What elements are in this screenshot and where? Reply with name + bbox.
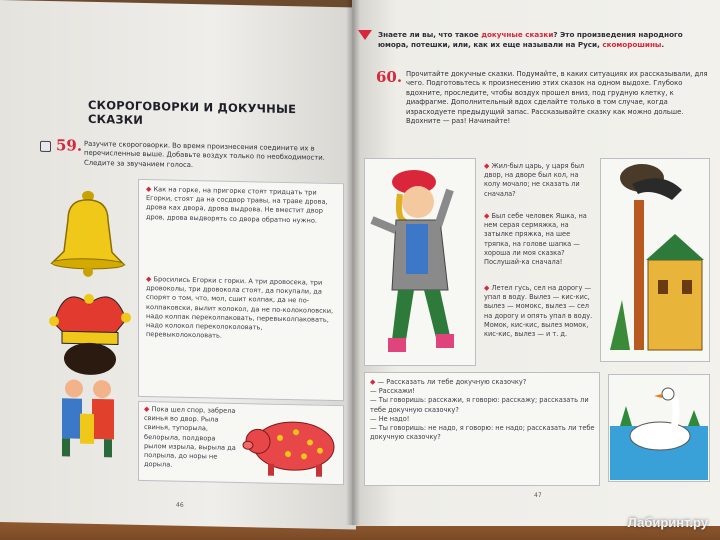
bullet-icon: ◆ [484, 212, 490, 220]
tale-2 [484, 212, 596, 267]
bullet-icon: ◆ [484, 284, 490, 292]
task-number-60: 60. [376, 68, 403, 86]
page-number-right: 47 [534, 492, 542, 499]
dialog-line-1 [370, 378, 596, 387]
bullet-icon: ◆ [370, 378, 376, 386]
dialog-line-3: — Ты говоришь: расскажи, я говорю: расскажу; рассказать ли тебе докучную сказочку? [370, 396, 589, 414]
twister-3 [144, 405, 238, 471]
tale-1 [484, 162, 596, 199]
bell-illustration [48, 189, 128, 281]
task-icon [40, 141, 51, 152]
term-skomoroshiny: скоморошины [602, 40, 662, 49]
task-59-text: Разучите скороговорки. Во время произнесения соедините их в перечисленные выше. Добавьте воздух только по необходимости. Следите за звучанием голоса. [84, 139, 325, 169]
bullet-icon: ◆ [484, 162, 490, 170]
tale-3 [484, 284, 596, 339]
book-gutter [346, 0, 360, 525]
bullet-icon: ◆ [146, 185, 152, 194]
left-page [0, 0, 356, 529]
triangle-icon [358, 30, 372, 40]
dialog [370, 378, 596, 442]
goose-illustration [610, 376, 708, 480]
tale-3-text: Летел гусь, сел на дорогу — упал в воду. Вылез — кис-кис, вылез — момокс, вылез — сел на дорогу и опять упал в воду. Момок, кис-кис, вылез момок, кис-кис, вылез — и т. д. [484, 284, 593, 339]
pig-illustration [240, 409, 342, 481]
dialog-line-4: — Не надо! [370, 414, 410, 423]
intro-rest: ? Это произведения народного юмора, потешки, или, как их еще называли на Руси, [378, 30, 683, 49]
tale-2-text: Был себе человек Яшка, на нем серая сермяжка, на затылке пряжка, на шее тряпка, на голове шапка — хороша ли моя сказка? Послушай-ка сначала! [484, 212, 587, 267]
dialog-line-5: — Ты говоришь: не надо, я говорю: не надо; рассказать ли тебе докучную сказочку? [370, 424, 595, 442]
intro-question: Знаете ли вы, что такое [378, 30, 479, 39]
page-number-left: 46 [176, 501, 184, 509]
twister-3-text: Пока шел спор, забрела свинья во двор. Рыла свинья, тупорыла, белорыла, полдвора рылом изрыла, вырыла да полрыла, до норы не дорыла. [144, 405, 236, 469]
bullet-icon: ◆ [144, 405, 150, 414]
task-60-text: Прочитайте докучные сказки. Подумайте, в каких ситуациях их рассказывали, для чего. Подготовьтесь к произнесению этих сказок на одном выдохе. Глубоко вдохните, проследите, чтобы воздух прошел вниз, под грудную клетку, к диафрагме. Дополнительный вдох сделайте только в том случае, когда израсходуете предыдущий запас. Рассказывайте сказку как можно дольше. Вдохните — раз! Начинайте! [406, 70, 708, 126]
twister-1 [146, 185, 338, 226]
twister-2-text: Бросились Егорки с горки. А три дровосека, три дровоколы, три дровокола стоят, да покупали, да спорят о том, что, мол, сшит колпак, да не по-колпаковски, вылит колокол, да не по-колоколовски, надо колпак переколпаковать, перевыколпаковать, надо колокол переколоколовать, перевыколоколовать. [146, 275, 334, 340]
jester-illustration [44, 283, 134, 465]
intro-end: . [661, 40, 665, 49]
intro-paragraph [378, 30, 710, 50]
page-title: СКОРОГОВОРКИ И ДОКУЧНЫЕ СКАЗКИ [88, 97, 297, 127]
tale-1-text: Жил-был царь, у царя был двор, на дворе был кол, на колу мочало; не сказать ли сначала? [484, 162, 585, 198]
twister-1-text: Как на горке, на пригорке стоят тридцать три Егорки, стоят да на сосдвор травы, на траве дрова, дрова ках двора, дрова выдрова. Не вместит двор дров, дрова выдворять со двора обратно нужно. [146, 185, 328, 225]
term-dokuchnye-skazki: докучные сказки [481, 30, 554, 39]
dialog-line-1-text: — Рассказать ли тебе докучную сказочку? [377, 378, 527, 386]
twister-2 [146, 275, 338, 343]
watermark: Лабиринт.ру [627, 515, 708, 530]
task-number-59: 59. [56, 136, 83, 155]
tower-illustration [602, 160, 708, 360]
dialog-line-2: — Расскажи! [370, 387, 415, 396]
boy-illustration [366, 160, 474, 364]
bullet-icon: ◆ [146, 275, 152, 284]
